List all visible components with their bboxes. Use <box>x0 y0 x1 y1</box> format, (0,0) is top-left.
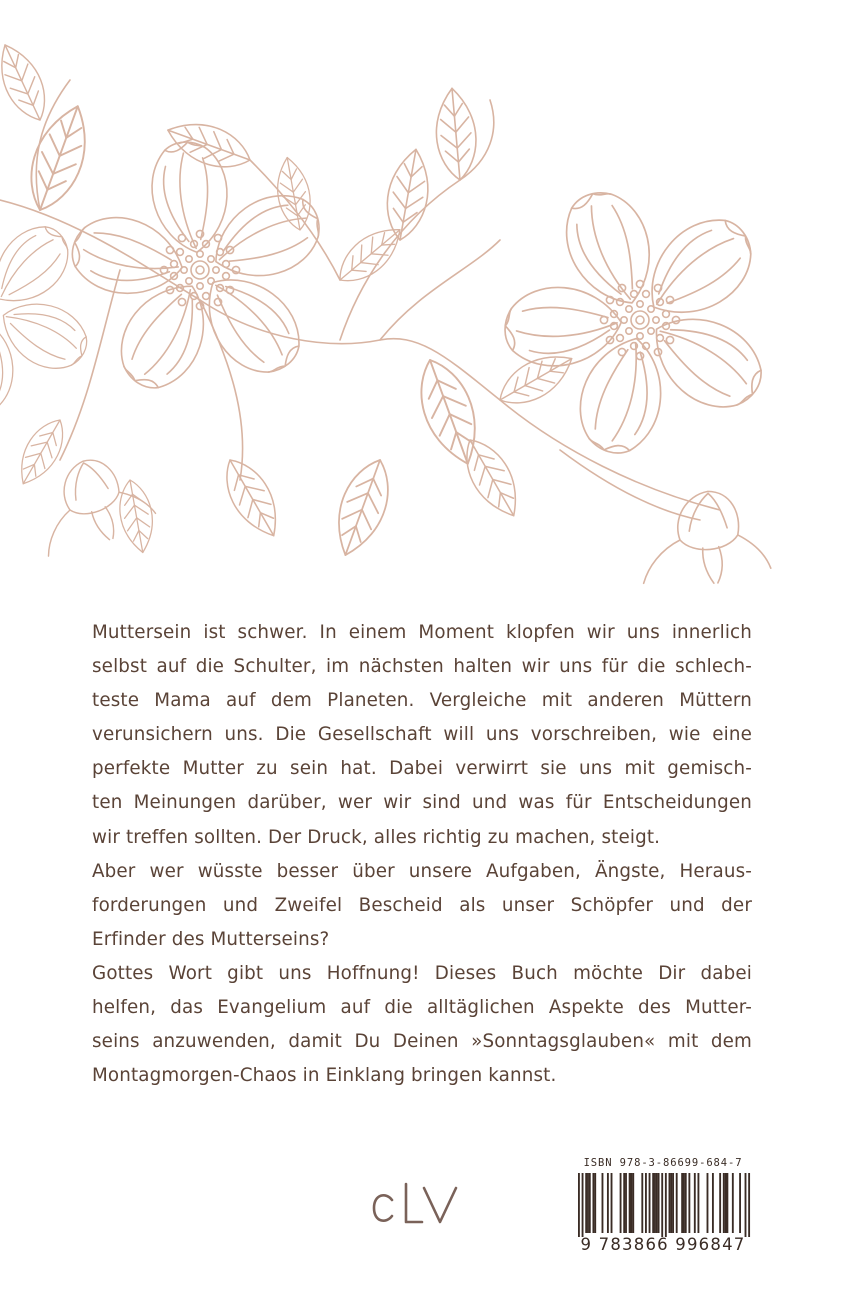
barcode-bar <box>602 1173 604 1233</box>
barcode-bar <box>694 1173 696 1233</box>
barcode-bar <box>683 1173 685 1233</box>
blurb-line: Erfinder des Mutterseins? <box>92 928 330 950</box>
blurb-line: selbst auf die Schulter, im nächsten halten wir uns für die schlech- <box>92 656 752 678</box>
barcode-bar <box>641 1173 643 1233</box>
blurb-line: teste Mama auf dem Planeten. Vergleiche mit anderen Müttern <box>92 690 752 712</box>
barcode-bar <box>594 1173 596 1233</box>
barcode-bar <box>649 1173 651 1233</box>
barcode-bar <box>732 1173 734 1233</box>
barcode-bar <box>661 1173 663 1237</box>
back-cover-blurb <box>92 616 752 1093</box>
barcode-bar <box>745 1173 747 1237</box>
barcode-bar <box>585 1173 587 1233</box>
barcode-bar <box>726 1173 728 1233</box>
barcode-bars <box>568 1173 758 1237</box>
blurb-line: Aber wer wüsste besser über unsere Aufgaben, Ängste, Heraus- <box>92 860 752 882</box>
barcode-bar <box>623 1173 625 1233</box>
barcode-bar <box>670 1173 672 1233</box>
blurb-line: perfekte Mutter zu sein hat. Dabei verwirrt sie uns mit gemisch- <box>92 758 752 780</box>
rose-illustration <box>0 40 854 600</box>
blurb-line: Muttersein ist schwer. In einem Moment klopfen wir uns innerlich <box>92 622 752 643</box>
barcode-bar <box>578 1173 580 1237</box>
blurb-line: Gottes Wort gibt uns Hoffnung! Dieses Buch möchte Dir dabei <box>92 962 752 984</box>
barcode-bar <box>645 1173 647 1233</box>
barcode-bar <box>723 1173 725 1233</box>
barcode-bar <box>592 1173 594 1233</box>
publisher-logo <box>370 1178 462 1228</box>
barcode-bar <box>685 1173 687 1233</box>
barcode-bar <box>620 1173 622 1233</box>
barcode-bar <box>719 1173 721 1233</box>
blurb-line: ten Meinungen darüber, wer wir sind und was für Entscheidungen <box>92 792 752 814</box>
barcode-bar <box>589 1173 591 1233</box>
barcode-bar <box>676 1173 678 1233</box>
barcode-bar <box>672 1173 674 1233</box>
barcode-bar <box>669 1173 671 1233</box>
blurb-line: Montagmorgen-Chaos in Einklang bringen kannst. <box>92 1065 557 1087</box>
barcode-bar <box>652 1173 654 1233</box>
barcode-bar <box>658 1173 660 1233</box>
barcode-bar <box>654 1173 656 1233</box>
blurb-line: verunsichern uns. Die Gesellschaft will uns vorschreiben, wie eine <box>92 724 752 746</box>
barcode-bar <box>725 1173 727 1233</box>
isbn-barcode <box>568 1157 758 1267</box>
barcode-bar <box>681 1173 683 1233</box>
blurb-line: helfen, das Evangelium auf die alltäglichen Aspekte des Mutter- <box>92 997 752 1019</box>
barcode-bar <box>712 1173 714 1233</box>
barcode-bar <box>632 1173 634 1233</box>
barcode-bar <box>665 1173 667 1237</box>
barcode-bar <box>697 1173 699 1233</box>
ean-digits: 9 783866 996847 <box>580 1235 746 1254</box>
isbn-label: ISBN 978-3-86699-684-7 <box>583 1157 743 1169</box>
barcode-bar <box>707 1173 709 1233</box>
barcode-bar <box>607 1173 609 1233</box>
barcode-bar <box>611 1173 613 1233</box>
barcode-bar <box>688 1173 690 1233</box>
blurb-line: seins anzuwenden, damit Du Deinen »Sonntagsglauben« mit dem <box>92 1031 752 1053</box>
blurb-line: forderungen und Zweifel Bescheid als unser Schöpfer und der <box>92 894 752 916</box>
barcode-bar <box>587 1173 589 1233</box>
barcode-bar <box>748 1173 750 1237</box>
barcode-bar <box>629 1173 631 1233</box>
barcode-bar <box>631 1173 633 1233</box>
barcode-bar <box>625 1173 627 1233</box>
blurb-line: wir treffen sollten. Der Druck, alles richtig zu machen, steigt. <box>92 826 661 848</box>
barcode-bar <box>582 1173 584 1237</box>
barcode-bar <box>656 1173 658 1233</box>
barcode-bar <box>739 1173 741 1233</box>
